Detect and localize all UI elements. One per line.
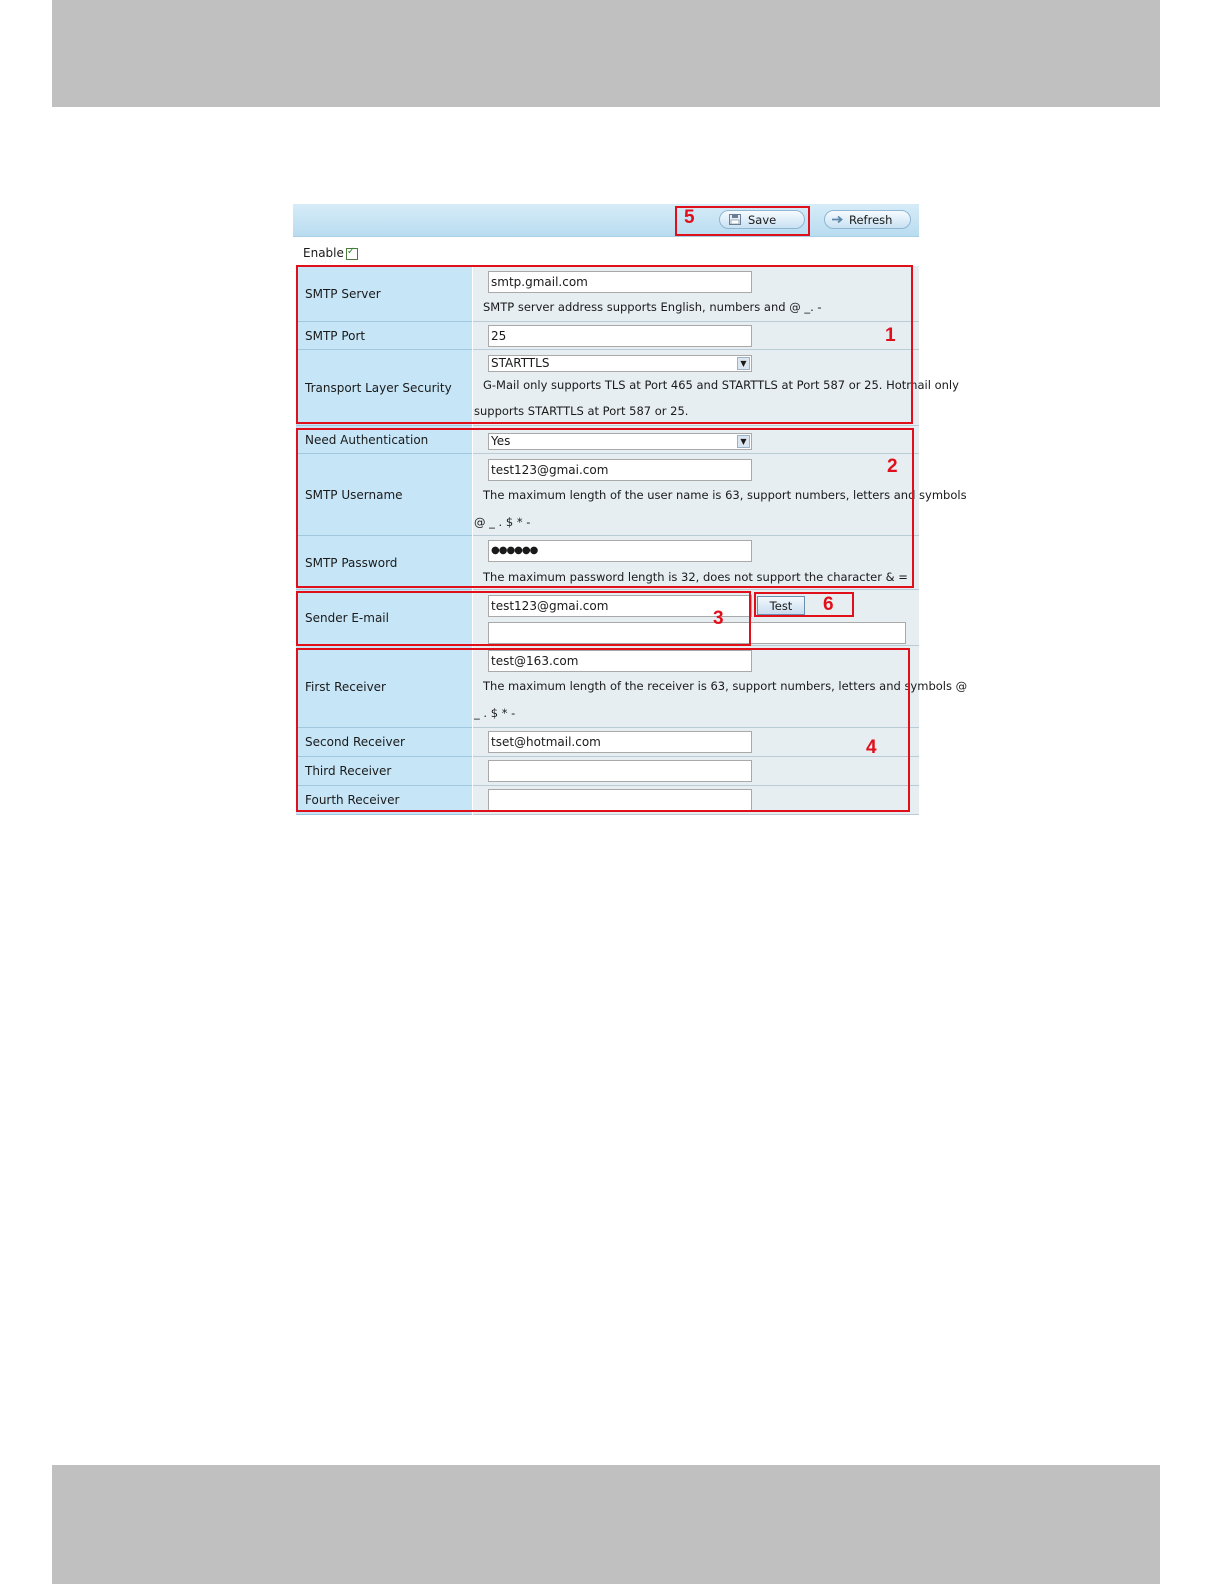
smtp-server-label-text: SMTP Server bbox=[305, 286, 381, 301]
smtp-server-hint: SMTP server address supports English, numbers and @ _. - bbox=[483, 300, 822, 314]
annotation-number-4: 4 bbox=[866, 737, 877, 758]
second-receiver-value: tset@hotmail.com bbox=[491, 735, 601, 749]
chevron-down-icon: ▼ bbox=[737, 357, 750, 370]
tls-hint-2: supports STARTTLS at Port 587 or 25. bbox=[474, 404, 689, 418]
fourth-receiver-label-text: Fourth Receiver bbox=[305, 793, 400, 807]
annotation-number-3: 3 bbox=[713, 608, 724, 629]
annotation-number-1: 1 bbox=[885, 325, 896, 346]
annotation-number-2: 2 bbox=[887, 456, 898, 477]
annotation-box-2 bbox=[296, 428, 914, 588]
annotation-box-3 bbox=[296, 591, 751, 646]
test-button[interactable]: Test bbox=[757, 596, 805, 615]
smtp-port-label-text: SMTP Port bbox=[305, 328, 366, 343]
smtp-username-label-text: SMTP Username bbox=[305, 487, 403, 502]
enable-checkbox[interactable] bbox=[346, 248, 358, 260]
sender-email-value: test123@gmai.com bbox=[491, 599, 609, 613]
tls-hint-1: G-Mail only supports TLS at Port 465 and STARTTLS at Port 587 or 25. Hotmail only bbox=[483, 378, 959, 392]
refresh-icon bbox=[831, 214, 845, 225]
annotation-number-5: 5 bbox=[684, 207, 695, 228]
sender-email-label-text: Sender E-mail bbox=[305, 610, 389, 625]
need-auth-selected: Yes bbox=[491, 434, 511, 448]
smtp-username-hint-2: @ _ . $ * - bbox=[474, 515, 531, 529]
enable-row bbox=[303, 246, 358, 260]
smtp-password-hint: The maximum password length is 32, does not support the character & = bbox=[483, 570, 908, 584]
first-receiver-value: test@163.com bbox=[491, 654, 579, 668]
toolbar bbox=[293, 204, 919, 237]
annotation-box-5 bbox=[675, 206, 810, 236]
save-label: Save bbox=[748, 213, 777, 227]
smtp-password-label-text: SMTP Password bbox=[305, 555, 398, 570]
annotation-number-6: 6 bbox=[823, 594, 834, 615]
page-header-band bbox=[52, 0, 1160, 107]
smtp-server-value: smtp.gmail.com bbox=[491, 275, 588, 289]
annotation-box-6 bbox=[754, 592, 854, 617]
tls-selected: STARTTLS bbox=[491, 356, 550, 370]
smtp-username-hint-1: The maximum length of the user name is 63, support numbers, letters and symbols bbox=[483, 488, 967, 502]
smtp-port-value: 25 bbox=[491, 329, 507, 343]
second-receiver-label-text: Second Receiver bbox=[305, 735, 405, 749]
first-receiver-hint-2: _ . $ * - bbox=[474, 706, 516, 720]
smtp-username-value: test123@gmai.com bbox=[491, 463, 609, 477]
chevron-down-icon: ▼ bbox=[737, 435, 750, 448]
mail-settings-panel bbox=[293, 204, 968, 815]
page-footer-band bbox=[52, 1465, 1160, 1584]
first-receiver-label-text: First Receiver bbox=[305, 679, 386, 694]
refresh-button[interactable] bbox=[824, 210, 911, 229]
need-auth-label-text: Need Authentication bbox=[305, 432, 429, 447]
tls-label-text: Transport Layer Security bbox=[305, 380, 452, 395]
refresh-label: Refresh bbox=[849, 213, 893, 227]
enable-label: Enable bbox=[303, 246, 344, 260]
annotation-box-4 bbox=[296, 648, 910, 812]
annotation-box-1 bbox=[296, 265, 913, 424]
first-receiver-hint-1: The maximum length of the receiver is 63, support numbers, letters and symbols @ bbox=[483, 679, 968, 693]
third-receiver-label-text: Third Receiver bbox=[305, 764, 392, 778]
smtp-password-value: ●●●●●● bbox=[491, 545, 538, 556]
